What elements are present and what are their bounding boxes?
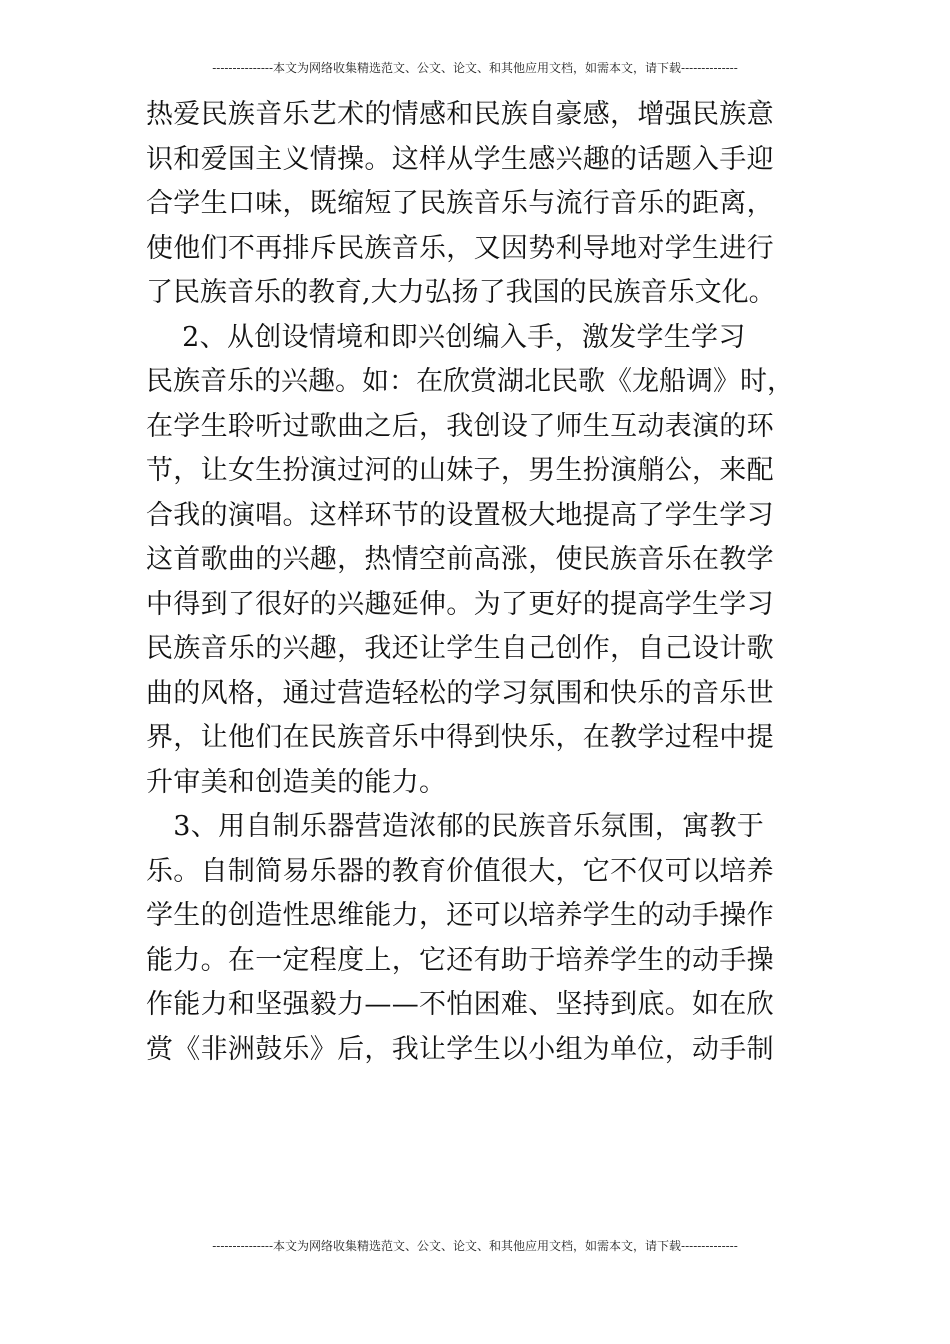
- text-line: 曲的风格，通过营造轻松的学习氛围和快乐的音乐世: [146, 677, 774, 709]
- text-line: 合学生口味，既缩短了民族音乐与流行音乐的距离，: [146, 188, 774, 219]
- text-line: 升审美和创造美的能力。: [146, 766, 447, 798]
- text-line: 乐。自制简易乐器的教育价值很大，它不仅可以培养: [146, 855, 774, 887]
- text-line: 民族音乐的兴趣，我还让学生自己创作，自己设计歌: [146, 633, 774, 664]
- text-line: 节，让女生扮演过河的山妹子，男生扮演艄公，来配: [146, 455, 774, 486]
- text-line: 识和爱国主义情操。这样从学生感兴趣的话题入手迎: [146, 143, 774, 175]
- text-line: 了民族音乐的教育,大力弘扬了我国的民族音乐文化。: [146, 277, 776, 308]
- text-line: 热爱民族音乐艺术的情感和民族自豪感，增强民族意: [146, 99, 774, 130]
- text-line: 界，让他们在民族音乐中得到快乐，在教学过程中提: [146, 722, 774, 753]
- text-line: 学生的创造性思维能力，还可以培养学生的动手操作: [146, 900, 774, 931]
- body-text: [146, 93, 816, 1072]
- text-line: 民族音乐的兴趣。如：在欣赏湖北民歌《龙船调》时，: [146, 366, 794, 397]
- text-line: 作能力和坚强毅力——不怕困难、坚持到底。如在欣: [146, 989, 774, 1020]
- text-line: 赏《非洲鼓乐》后，我让学生以小组为单位，动手制: [146, 1033, 774, 1065]
- text-line: 在学生聆听过歌曲之后，我创设了师生互动表演的环: [146, 410, 774, 442]
- text-line: 能力。在一定程度上，它还有助于培养学生的动手操: [146, 944, 774, 976]
- text-line: 合我的演唱。这样环节的设置极大地提高了学生学习: [146, 499, 774, 531]
- text-line: 2、从创设情境和即兴创编入手，激发学生学习: [146, 321, 746, 353]
- page-footer: ---------------本文为网络收集精选范文、公文、论文、和其他应用文档，如需本文，请下载--------------: [212, 1239, 738, 1253]
- text-line: 使他们不再排斥民族音乐，又因势利导地对学生进行: [146, 232, 774, 264]
- text-line: 中得到了很好的兴趣延伸。为了更好的提高学生学习: [146, 588, 774, 620]
- text-line: 3、用自制乐器营造浓郁的民族音乐氛围，寓教于: [146, 811, 765, 842]
- text-line: 这首歌曲的兴趣，热情空前高涨，使民族音乐在教学: [146, 544, 774, 575]
- page-header: ---------------本文为网络收集精选范文、公文、论文、和其他应用文档，如需本文，请下载--------------: [212, 61, 738, 75]
